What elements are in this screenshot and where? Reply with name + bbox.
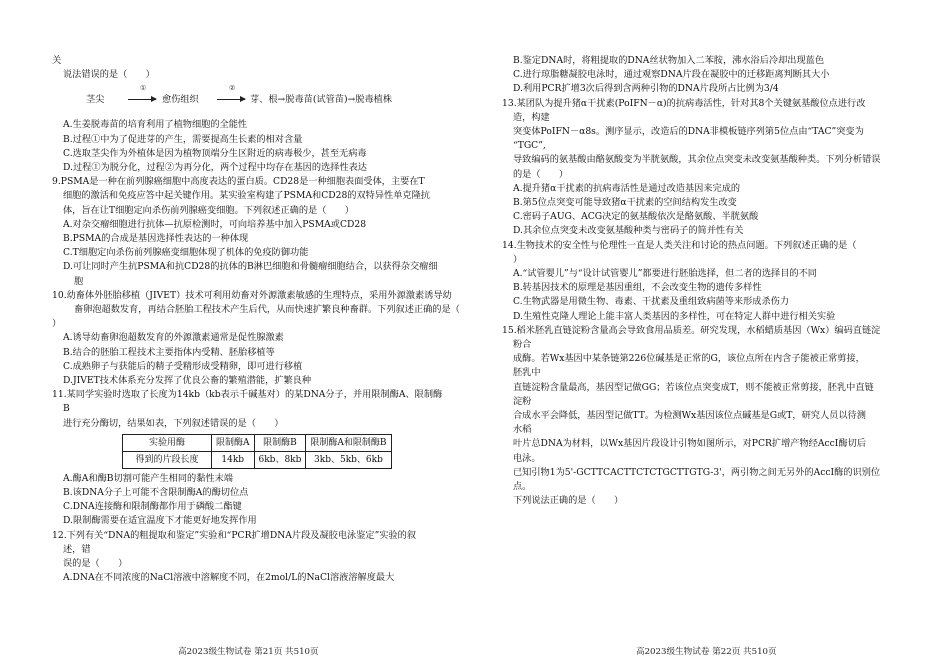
q13-stem-line-1: 13.某团队为提升猪α干扰素(PoIFN－α)的抗病毒活性，针对其8个关键氨基酸位点进行改 [502,97,866,109]
q10-option-b: B.结合的胚胎工程技术主要指体内受精、胚胎移植等 [63,346,275,358]
table-header-row [123,434,392,451]
q15-stem-line-3: 成酶。若Wx基因中某条链第226位碱基是正常的G，该位点所在内含子能被正常剪接， [513,353,865,365]
q13-stem-line-5: 导致编码的氨基酸由酪氨酸变为半胱氨酸，其余位点突变未改变氨基酸种类。下列分析错误 [513,154,881,166]
q12-stem-line-2: 述，错 [63,543,91,555]
q15-stem-line-2: 粉合 [513,339,532,351]
q13-stem-line-2: 造，构建 [513,111,550,123]
flow-end: 芽、根→脱毒苗(试管苗)→脱毒植株 [250,94,393,106]
q13-stem-line-4: “TGC”, [513,140,546,152]
flow-step-1: ① [140,84,147,93]
q11-stem-line-2: B [63,403,70,415]
table-cell: 14kb [212,451,255,468]
q8-process-flow [52,84,457,118]
q11-option-b: B.该DNA分子上可能不含限制酶A的酶切位点 [63,487,249,499]
q14-option-a: A.“试管婴儿”与“设计试管婴儿”都要进行胚胎选择，但二者的选择目的不同 [513,268,817,280]
q11-stem-line-3: 进行充分酶切，结果如表，下列叙述错误的是（ ） [63,417,284,429]
q8-option-d: D.过程①为脱分化，过程②为再分化，两个过程中均存在基因的选择性表达 [63,162,367,174]
right-page-footer: 高2023级生物试卷 第22页 共510页 [636,647,777,657]
q15-stem-line-12: 点。 [513,481,532,493]
q8-stem-tail: 关 [52,55,62,66]
flow-arrow-2 [217,99,245,100]
q13-option-b: B.第5位点突变可能导致猪α干扰素的空间结构发生改变 [513,197,737,209]
table-cell: 3kb、5kb、6kb [306,451,391,468]
q11-option-a: A.酶A和酶B切割可能产生相同的黏性末端 [63,472,233,484]
table-row [123,451,392,468]
q13-stem-line-3: 突变体PoIFN－α8s。测序显示，改造后的DNA非模板链序列第5位点由“TAC”突变为 [513,126,864,138]
q15-stem-line-6: 淀粉 [513,395,532,407]
q11-stem-line-1: 11.某同学实验时选取了长度为14kb（kb表示千碱基对）的某DNA分子，并用限制酶A、限制酶 [52,389,443,401]
q15-stem-line-7: 合成水平会降低，基因型记做TT。为检测Wx基因该位点碱基是G或T，研究人员以待测 [513,410,866,422]
q12-option-a: A.DNA在不同浓度的NaCl溶液中溶解度不同，在2mol/L的NaCl溶液溶解度最大 [63,572,395,584]
q15-stem-line-9: 叶片总DNA为材料，以Wx基因片段设计引物如图所示，对PCR扩增产物经AccⅠ酶切后 [513,438,866,450]
q12-option-b: B.鉴定DNA时，将粗提取的DNA丝状物加入二苯胺，沸水浴后冷却出现蓝色 [513,55,825,66]
right-page-column [502,54,907,509]
flow-step-2: ② [229,84,236,93]
q8-option-c: C.选取茎尖作为外植体是因为植物顶端分生区附近的病毒极少，甚至无病毒 [63,147,367,159]
q15-stem-line-11: 已知引物1为5'-GCTTCACTTCTCTGCTTGTG-3'，两引物之间无另外的AccⅠ酶的识别位 [513,466,881,478]
q15-stem-line-1: 15.稻米胚乳直链淀粉含量高会导致食用品质差。研究发现，水稻蜡质基因（Wx）编码直链淀 [502,324,881,336]
q10-stem-line-1: 10.幼畜体外胚胎移植（JIVET）技术可利用幼畜对外源激素敏感的生理特点，采用外源激素诱导幼 [52,289,452,301]
q14-option-c: C.生物武器是用微生物、毒素、干扰素及重组致病菌等来形成杀伤力 [513,296,790,308]
table-header-cell: 实验用酶 [123,434,212,451]
q14-option-b: B.转基因技术的原理是基因重组，不会改变生物的遗传多样性 [513,282,762,294]
q13-option-c: C.密码子AUG、ACG决定的氨基酸依次是酪氨酸、半胱氨酸 [513,211,759,223]
left-page-footer: 高2023级生物试卷 第21页 共510页 [178,647,319,657]
q12-stem-line-3: 误的是（ ） [63,558,128,570]
flow-mid: 愈伤组织 [162,94,199,106]
q12-option-c: C.进行琼脂糖凝胶电泳时，通过观察DNA片段在凝胶中的迁移距离判断其大小 [513,69,830,81]
q8-option-b: B.过程①中为了促进芽的产生，需要提高生长素的相对含量 [63,133,303,145]
q15-stem-line-8: 水稻 [513,424,532,436]
q13-stem-line-6: 的是（ ） [513,168,569,180]
q10-stem-line-2: 畜卵泡超数发育，再结合胚胎工程技术产生后代，从而快速扩繁良种畜群。下列叙述正确的是（ [74,304,460,316]
q11-option-c: C.DNA连接酶和限制酶都作用于磷酸二酯键 [63,501,242,513]
q8-option-a: A.生姜脱毒苗的培育利用了植物细胞的全能性 [63,119,248,131]
q10-option-c: C.成熟卵子与获能后的精子受精形成受精卵，即可进行移植 [63,360,303,372]
enzyme-digest-table [122,434,392,469]
q13-option-a: A.提升猪α干扰素的抗病毒活性是通过改造基因来完成的 [513,182,741,194]
q8-prompt: 说法错误的是（ ） [63,69,155,81]
table-header-cell: 限制酶A [212,434,255,451]
q10-option-d: D.JIVET技术体系充分发挥了优良公畜的繁殖潜能，扩繁良种 [63,375,312,387]
q15-stem-line-13: 下列说法正确的是（ ） [513,495,624,507]
q15-stem-line-4: 胚乳中 [513,367,541,379]
q12-option-d: D.利用PCR扩增3次后得到含两种引物的DNA片段所占比例为3/4 [513,83,779,95]
q9-option-a: A.对杂交瘤细胞进行抗体—抗原检测时，可向培养基中加入PSMA或CD28 [63,218,367,230]
table-row-label: 得到的片段长度 [123,451,212,468]
table-cell: 6kb、8kb [254,451,306,468]
left-page-column [52,54,460,586]
q9-option-d-cont: 胞 [74,275,84,287]
q15-stem-line-10: 电泳。 [513,452,541,464]
table-header-cell: 限制酶A和限制酶B [306,434,391,451]
q14-option-d: D.生殖性克隆人理论上能丰富人类基因的多样性，可在特定人群中进行相关实验 [513,310,836,322]
q9-stem-line-2: 细胞的激活和免疫应答中起关键作用。某实验室构建了PSMA和CD28的双特异性单克隆抗 [63,190,430,202]
q13-option-d: D.其余位点突变未改变氨基酸种类与密码子的简并性有关 [513,225,744,237]
q10-stem-line-3: ） [52,318,62,330]
q14-stem-line-1: 14.生物技术的安全性与伦理性一直是人类关注和讨论的热点问题。下列叙述正确的是（ [502,239,857,251]
q11-option-d: D.限制酶需要在适宜温度下才能更好地发挥作用 [63,515,257,527]
table-header-cell: 限制酶B [254,434,306,451]
flow-start: 茎尖 [86,94,105,106]
q9-stem-line-3: 体，旨在让T细胞定向杀伤前列腺癌变细胞。下列叙述正确的是（ ） [63,204,354,216]
q15-stem-line-5: 直链淀粉含量最高，基因型记做GG；若该位点突变成T，则不能被正常剪接，胚乳中直链 [513,381,874,393]
q12-stem-line-1: 12.下列有关“DNA的粗提取和鉴定”实验和“PCR扩增DNA片段及凝胶电泳鉴定”实验的叙 [52,529,417,541]
flow-arrow-1 [128,99,156,100]
q9-option-b: B.PSMA的合成是基因选择性表达的一种体现 [63,233,249,245]
q9-option-d: D.可让同时产生抗PSMA和抗CD28的抗体的B淋巴细胞和骨髓瘤细胞结合，以获得杂交瘤细 [63,261,438,273]
q9-option-c: C.T细胞定向杀伤前列腺癌变细胞体现了机体的免疫防御功能 [63,247,309,259]
q10-option-a: A.诱导幼畜卵泡超数发育的外源激素通常是促性腺激素 [63,332,284,344]
q9-stem-line-1: 9.PSMA是一种在前列腺癌细胞中高度表达的蛋白质。CD28是一种细胞表面受体，主要在T [52,176,425,188]
q14-stem-line-2: ） [513,253,523,265]
